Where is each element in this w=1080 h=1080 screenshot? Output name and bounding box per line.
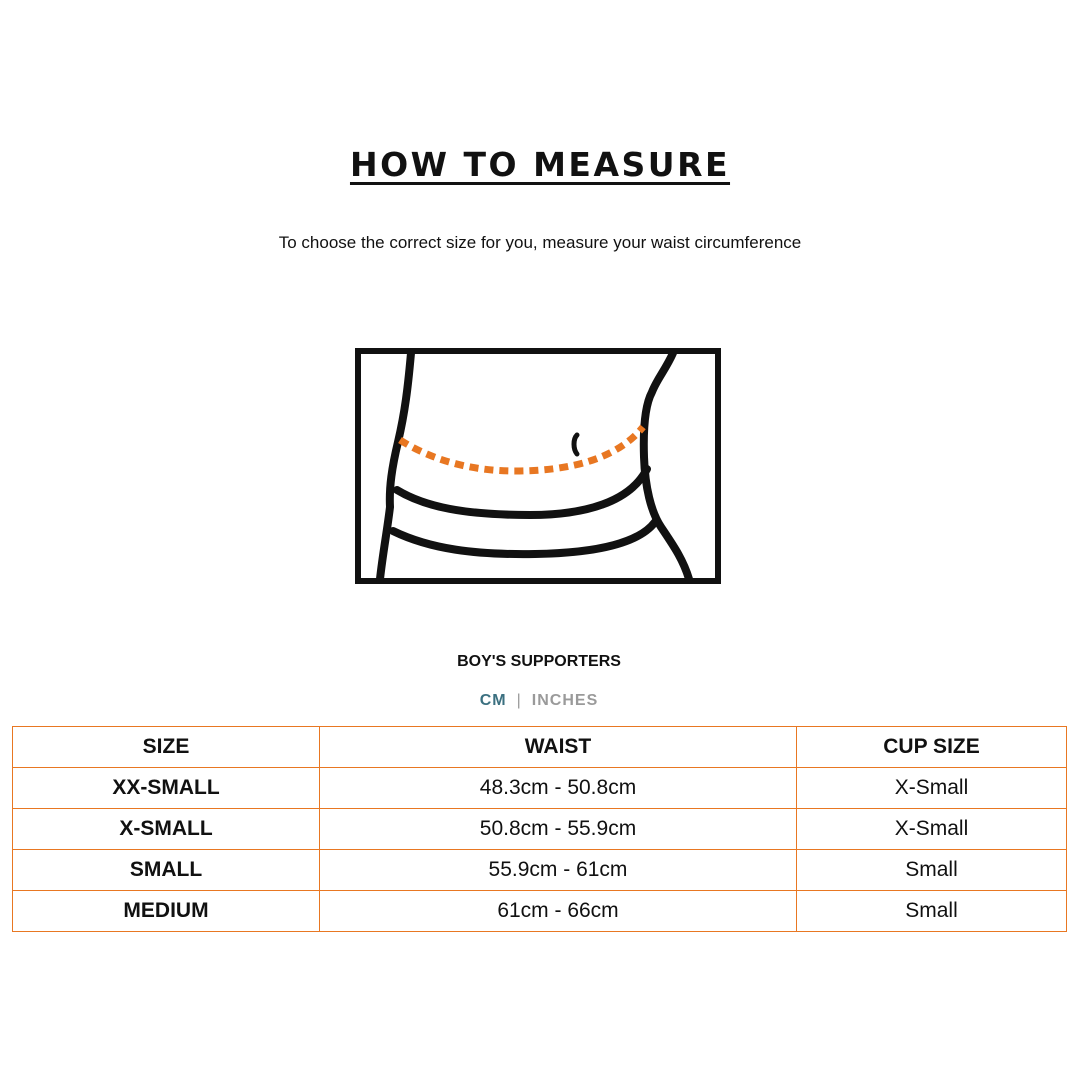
torso-right-outline — [644, 353, 689, 579]
unit-separator: | — [516, 692, 522, 709]
waist-cell: 61cm - 66cm — [320, 891, 797, 932]
torso-left-outline — [380, 353, 411, 579]
waist-measurement-icon — [355, 347, 723, 585]
measure-instructions: To choose the correct size for you, measure your waist circumference — [278, 233, 802, 252]
unit-toggle — [0, 691, 1078, 711]
size-cell: MEDIUM — [13, 891, 320, 932]
unit-cm-button[interactable]: CM — [479, 692, 507, 709]
page-title-text: HOW TO MEASURE — [349, 145, 731, 184]
waist-cell: 48.3cm - 50.8cm — [320, 768, 797, 809]
size-cell: SMALL — [13, 850, 320, 891]
waist-cell: 55.9cm - 61cm — [320, 850, 797, 891]
waistband-middle-line — [393, 522, 655, 554]
waist-cell: 50.8cm - 55.9cm — [320, 809, 797, 850]
cup-size-cell: Small — [797, 850, 1067, 891]
size-cell: X-SMALL — [13, 809, 320, 850]
table-row — [13, 768, 1067, 809]
illustration-frame — [358, 351, 718, 581]
size-cell: XX-SMALL — [13, 768, 320, 809]
page-title — [0, 143, 1080, 187]
cup-size-cell: X-Small — [797, 809, 1067, 850]
size-chart-table — [12, 726, 1067, 932]
table-header-row — [13, 727, 1067, 768]
waistband-top-line — [397, 469, 647, 515]
waist-measure-line — [400, 427, 643, 471]
cup-size-cell: X-Small — [797, 768, 1067, 809]
table-row — [13, 850, 1067, 891]
column-header-waist: WAIST — [320, 727, 797, 768]
column-header-size: SIZE — [13, 727, 320, 768]
size-chart-title: BOY'S SUPPORTERS — [457, 653, 621, 670]
cup-size-cell: Small — [797, 891, 1067, 932]
table-row — [13, 891, 1067, 932]
table-row — [13, 809, 1067, 850]
navel-mark — [574, 435, 577, 454]
unit-inches-button[interactable]: INCHES — [531, 692, 599, 709]
column-header-cup-size: CUP SIZE — [797, 727, 1067, 768]
